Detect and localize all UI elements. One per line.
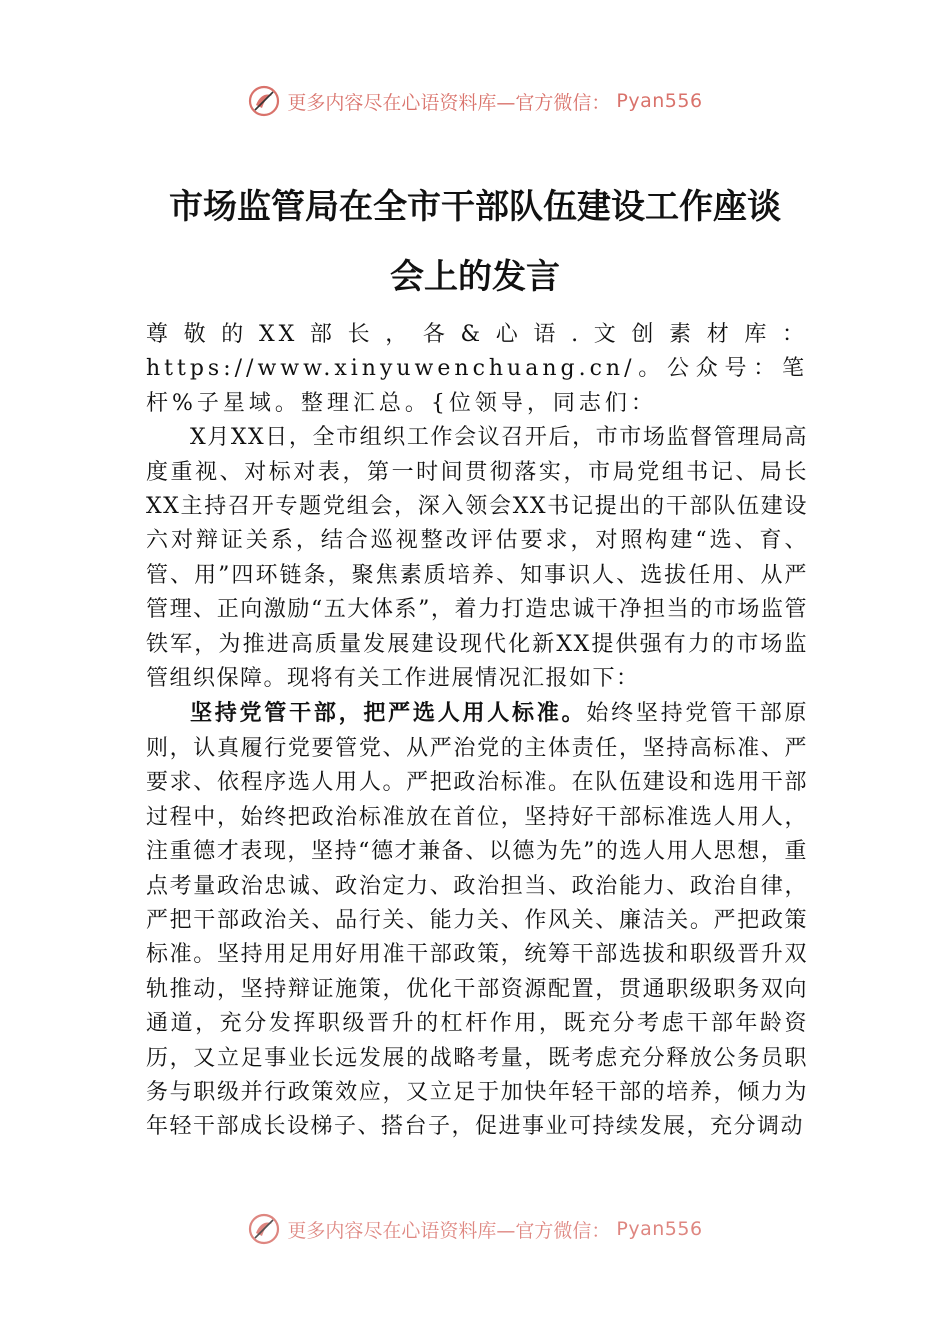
document-body	[146, 318, 808, 1145]
watermark-handle: Pyan556	[616, 90, 703, 112]
title-line-2: 会上的发言	[390, 257, 560, 297]
watermark-text: 更多内容尽在心语资料库—官方微信：	[287, 1219, 611, 1242]
brand-logo-icon	[247, 84, 281, 118]
watermark-text: 更多内容尽在心语资料库—官方微信：	[287, 91, 611, 114]
watermark-footer	[0, 1212, 950, 1246]
section-heading: 坚持党管干部，把严选人用人标准。	[190, 700, 587, 727]
section-body: 始终坚持党管干部原则，认真履行党要管党、从严治党的主体责任，坚持高标准、严要求、依程序选人用人。严把政治标准。在队伍建设和选用干部过程中，始终把政治标准放在首位，坚持好干部标准选人用人，注重德才表现，坚持“德才兼备、以德为先”的选人用人思想，重点考量政治忠诚、政治定力、政治担当、政治能力、政治自律，严把干部政治关、品行关、能力关、作风关、廉洁关。严把政策标准。坚持用足用好用准干部政策，统筹干部选拔和职级晋升双轨推动，坚持辩证施策，优化干部资源配置，贯通职级职务双向通道，充分发挥职级晋升的杠杆作用，既充分考虑干部年龄资历，又立足事业长远发展的战略考量，既考虑充分释放公务员职务与职级并行政策效应，又立足于加快年轻干部的培养，倾力为年轻干部成长设梯子、搭台子，促进事业可持续发展，充分调动	[146, 701, 808, 1140]
watermark-handle: Pyan556	[616, 1218, 703, 1240]
title-line-1: 市场监管局在全市干部队伍建设工作座谈	[169, 187, 781, 227]
watermark-header	[0, 84, 950, 118]
paragraph-section-1	[146, 696, 808, 1144]
salutation: 尊敬的XX部长，各&心语.文创素材库：https://www.xinyuwenchuang.cn/。公众号：笔杆%子星域。整理汇总。{位领导，同志们：	[146, 322, 808, 416]
document-title	[100, 172, 850, 312]
brand-logo-icon	[247, 1212, 281, 1246]
paragraph-intro: X月XX日，全市组织工作会议召开后，市市场监督管理局高度重视、对标对表，第一时间贯彻落实，市局党组书记、局长XX主持召开专题党组会，深入领会XX书记提出的干部队伍建设六对辩证关系，结合巡视整改评估要求，对照构建“选、育、管、用”四环链条，聚焦素质培养、知事识人、选拔任用、从严管理、正向激励“五大体系”，着力打造忠诚干净担当的市场监管铁军，为推进高质量发展建设现代化新XX提供强有力的市场监管组织保障。现将有关工作进展情况汇报如下：	[146, 425, 808, 692]
